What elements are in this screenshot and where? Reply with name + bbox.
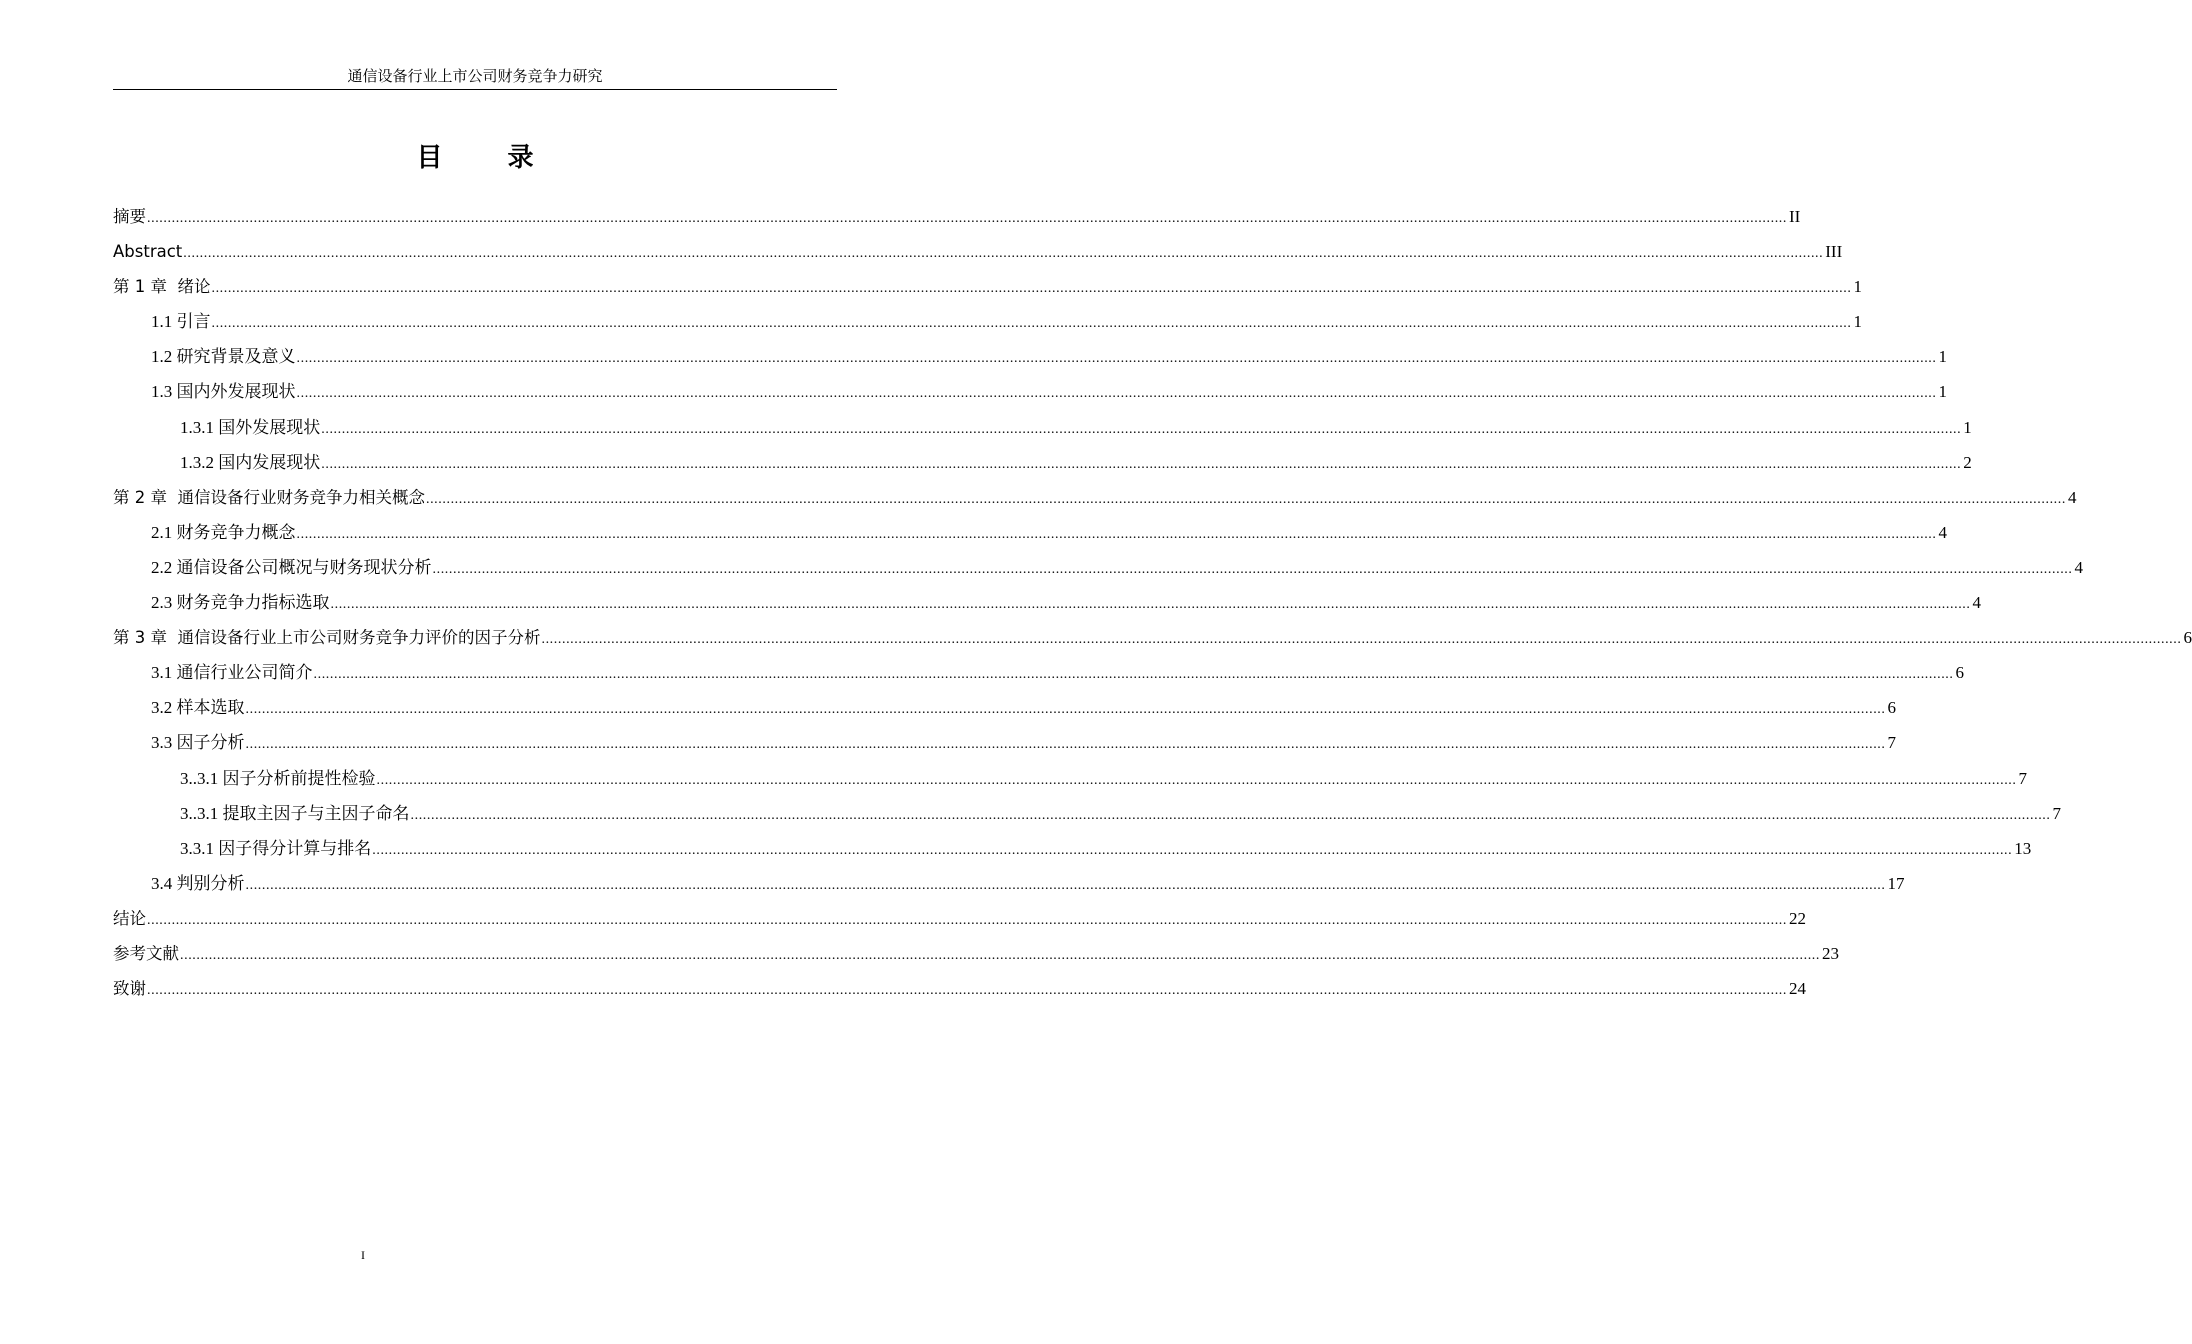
toc-entry-label: 1.2 研究背景及意义 [151, 347, 296, 367]
toc-leader-dots: ................................................................................................................................................................................................................................................................................................................................................................................................................ [296, 386, 1937, 402]
toc-entry[interactable] [113, 585, 1981, 620]
toc-leader-dots: ................................................................................................................................................................................................................................................................................................................................................................................................................ [321, 421, 1962, 437]
toc-entry-page: 4 [1938, 522, 1947, 542]
toc-entry-label: 第 3 章 通信设备行业上市公司财务竞争力评价的因子分析 [113, 628, 541, 648]
toc-leader-dots: ................................................................................................................................................................................................................................................................................................................................................................................................................ [321, 456, 1962, 472]
toc-leader-dots: ................................................................................................................................................................................................................................................................................................................................................................................................................ [180, 947, 1820, 963]
toc-entry[interactable] [113, 199, 1801, 234]
toc-entry[interactable] [113, 690, 1896, 725]
toc-entry-page: II [1789, 207, 1801, 226]
toc-entry-label: 2.3 财务竞争力指标选取 [151, 593, 330, 613]
toc-entry[interactable] [113, 269, 1862, 304]
toc-leader-dots: ................................................................................................................................................................................................................................................................................................................................................................................................................ [313, 667, 1954, 683]
toc-entry-label: Abstract [113, 242, 183, 262]
toc-entry-page: 17 [1887, 873, 1905, 893]
toc-entry-label: 3..3.1 因子分析前提性检验 [180, 768, 376, 788]
toc-leader-dots: ................................................................................................................................................................................................................................................................................................................................................................................................................ [425, 491, 2066, 507]
toc-entry[interactable] [113, 515, 1947, 550]
toc-entry-page: 7 [2052, 803, 2061, 823]
toc-leader-dots: ................................................................................................................................................................................................................................................................................................................................................................................................................ [245, 737, 1886, 753]
toc-leader-dots: ................................................................................................................................................................................................................................................................................................................................................................................................................ [245, 877, 1886, 893]
toc-entry[interactable] [113, 901, 1806, 936]
toc-leader-dots: ................................................................................................................................................................................................................................................................................................................................................................................................................ [296, 526, 1937, 542]
toc-entry[interactable] [113, 655, 1964, 690]
toc-leader-dots: ................................................................................................................................................................................................................................................................................................................................................................................................................ [432, 561, 2073, 577]
toc-entry-page: 1 [1963, 417, 1972, 437]
toc-entry-page: 23 [1822, 943, 1839, 963]
toc-leader-dots: ................................................................................................................................................................................................................................................................................................................................................................................................................ [372, 842, 2013, 858]
toc-entry-page: 24 [1789, 979, 1806, 999]
toc-entry-page: 2 [1963, 452, 1972, 472]
toc-leader-dots: ................................................................................................................................................................................................................................................................................................................................................................................................................ [376, 772, 2017, 788]
toc-entry-label: 结论 [113, 908, 146, 928]
toc-entry[interactable] [113, 831, 2032, 866]
toc-entry-label: 参考文献 [113, 943, 179, 963]
toc-entry-page: 6 [1955, 663, 1964, 683]
toc-entry-label: 3..3.1 提取主因子与主因子命名 [180, 803, 410, 823]
toc-entry-label: 第 2 章 通信设备行业财务竞争力相关概念 [113, 487, 425, 507]
toc-entry-label: 1.3.1 国外发展现状 [180, 417, 321, 437]
toc-entry-page: 6 [1887, 698, 1896, 718]
toc-leader-dots: ................................................................................................................................................................................................................................................................................................................................................................................................................ [245, 702, 1886, 718]
toc-entry-label: 致谢 [113, 979, 146, 999]
footer-page-number: I [361, 1248, 365, 1262]
toc-entry-page: 6 [2183, 628, 2192, 648]
toc-leader-dots: ................................................................................................................................................................................................................................................................................................................................................................................................................ [541, 632, 2182, 648]
running-header: 通信设备行业上市公司财务竞争力研究 [347, 69, 603, 85]
toc-leader-dots: ................................................................................................................................................................................................................................................................................................................................................................................................................ [211, 281, 1852, 297]
table-of-contents [113, 199, 2192, 1006]
toc-entry-page: 1 [1853, 277, 1862, 297]
toc-leader-dots: ................................................................................................................................................................................................................................................................................................................................................................................................................ [183, 246, 1824, 262]
toc-leader-dots: ................................................................................................................................................................................................................................................................................................................................................................................................................ [330, 597, 1971, 613]
toc-entry-page: 7 [2018, 768, 2027, 788]
toc-entry-page: 22 [1789, 908, 1806, 928]
toc-entry-page: 13 [2014, 838, 2032, 858]
toc-entry[interactable] [113, 866, 1905, 901]
toc-entry[interactable] [113, 445, 1972, 480]
toc-entry-label: 第 1 章 绪论 [113, 277, 211, 297]
toc-entry-page: 1 [1853, 312, 1862, 332]
toc-entry-page: 1 [1938, 347, 1947, 367]
toc-entry[interactable] [113, 410, 1972, 445]
toc-entry-label: 3.2 样本选取 [151, 698, 245, 718]
toc-leader-dots: ................................................................................................................................................................................................................................................................................................................................................................................................................ [147, 912, 1787, 928]
toc-entry[interactable] [113, 620, 2192, 655]
toc-entry-page: 4 [1972, 593, 1981, 613]
toc-entry-page: 4 [2074, 557, 2083, 577]
toc-entry-label: 3.1 通信行业公司简介 [151, 663, 313, 683]
toc-entry-page: III [1825, 242, 1843, 262]
toc-entry-label: 2.2 通信设备公司概况与财务现状分析 [151, 557, 432, 577]
toc-entry-label: 1.3.2 国内发展现状 [180, 452, 321, 472]
toc-entry-label: 2.1 财务竞争力概念 [151, 522, 296, 542]
toc-entry[interactable] [113, 304, 1862, 339]
toc-entry[interactable] [113, 761, 2027, 796]
toc-title: 目 录 [416, 143, 562, 173]
toc-entry-label: 摘要 [113, 207, 146, 226]
toc-entry[interactable] [113, 550, 2083, 585]
toc-entry-label: 3.3 因子分析 [151, 733, 245, 753]
toc-entry[interactable] [113, 971, 1806, 1006]
toc-entry-page: 7 [1887, 733, 1896, 753]
toc-entry[interactable] [113, 725, 1896, 760]
toc-entry-page: 4 [2067, 487, 2077, 507]
toc-entry[interactable] [113, 796, 2061, 831]
toc-entry-label: 1.3 国内外发展现状 [151, 382, 296, 402]
toc-entry-label: 3.4 判别分析 [151, 873, 245, 893]
toc-leader-dots: ................................................................................................................................................................................................................................................................................................................................................................................................................ [211, 316, 1852, 332]
toc-entry[interactable] [113, 339, 1947, 374]
toc-entry[interactable] [113, 480, 2077, 515]
toc-leader-dots: ................................................................................................................................................................................................................................................................................................................................................................................................................ [296, 351, 1937, 367]
toc-entry-label: 3.3.1 因子得分计算与排名 [180, 838, 372, 858]
toc-leader-dots: ................................................................................................................................................................................................................................................................................................................................................................................................................ [147, 211, 1787, 226]
toc-leader-dots: ................................................................................................................................................................................................................................................................................................................................................................................................................ [147, 983, 1787, 999]
toc-entry-label: 1.1 引言 [151, 312, 211, 332]
toc-entry[interactable] [113, 234, 1843, 269]
toc-entry[interactable] [113, 374, 1947, 409]
toc-entry[interactable] [113, 936, 1839, 971]
toc-leader-dots: ................................................................................................................................................................................................................................................................................................................................................................................................................ [410, 807, 2051, 823]
header-rule [113, 89, 837, 90]
toc-entry-page: 1 [1938, 382, 1947, 402]
